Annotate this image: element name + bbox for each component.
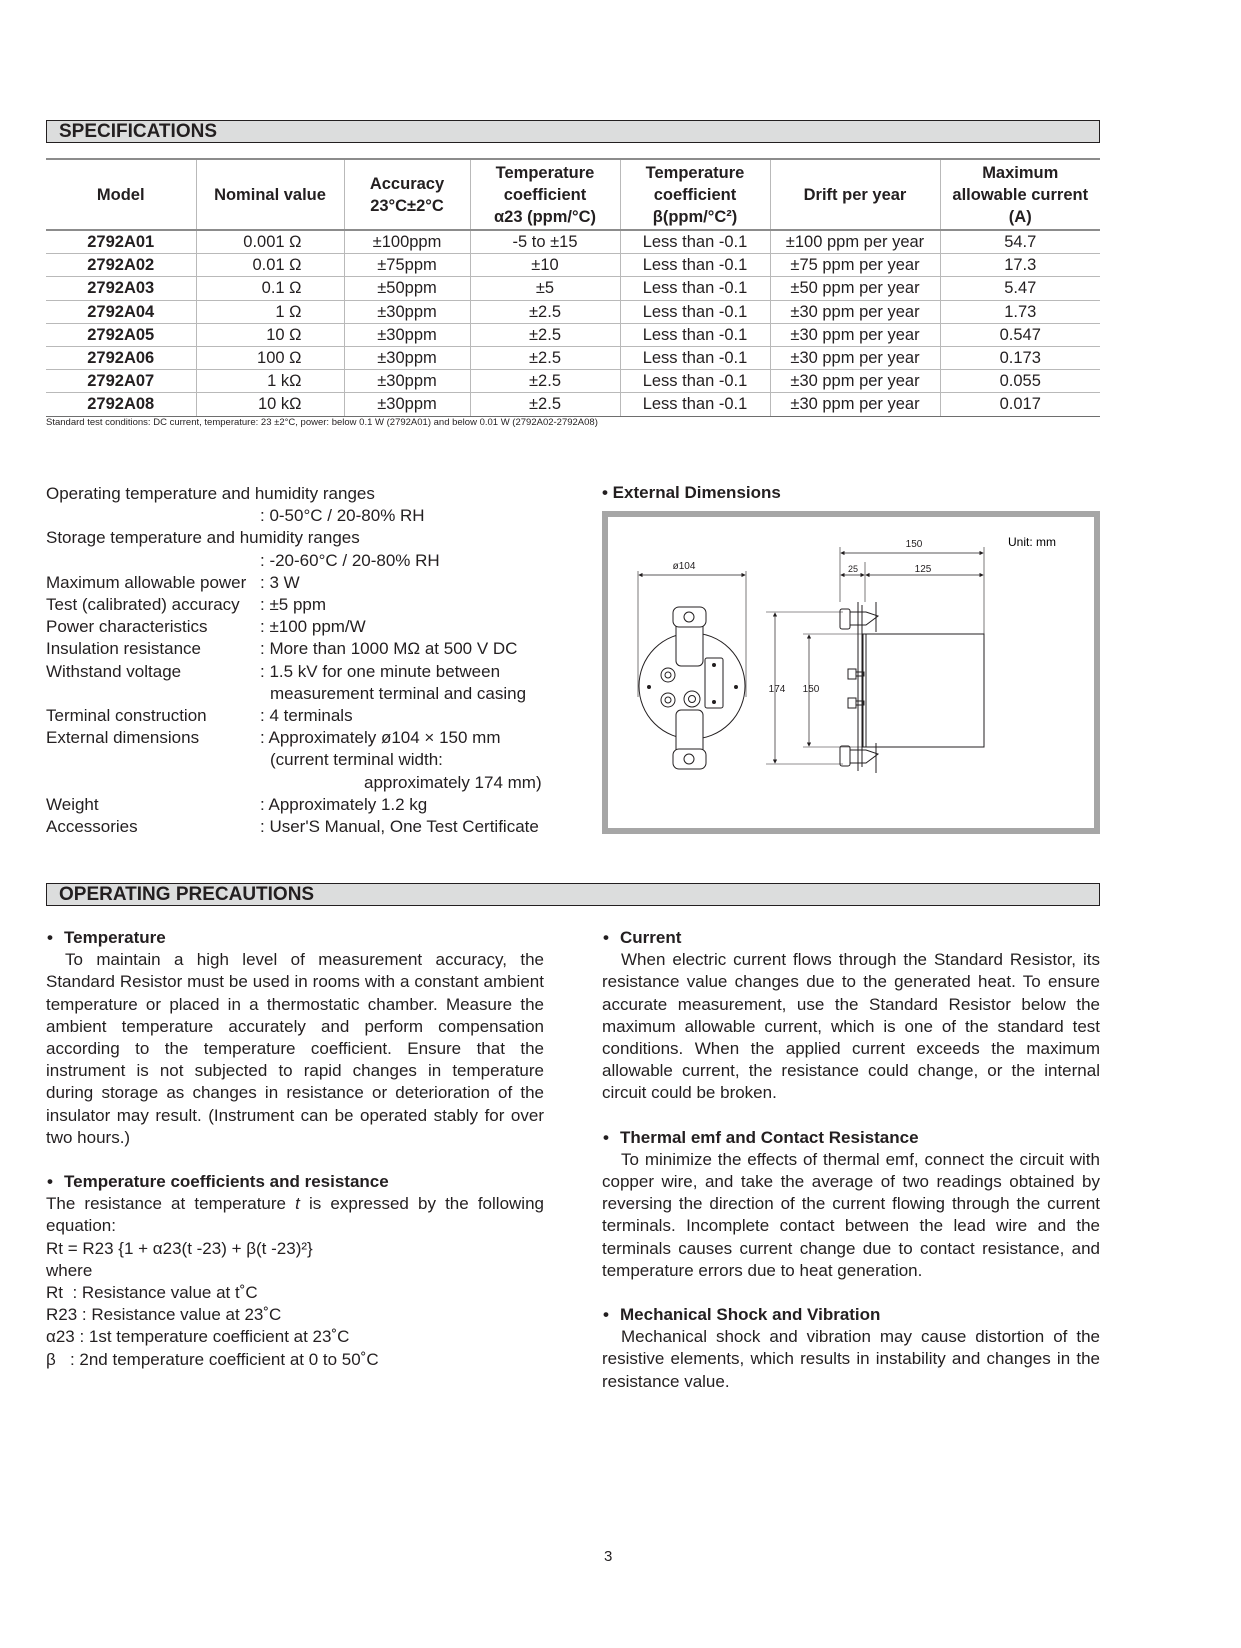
coefficients-intro-part1: The resistance at temperature — [46, 1194, 296, 1214]
cell-model: 2792A06 — [46, 346, 196, 369]
body-length-label: 125 — [914, 564, 932, 575]
col-tc-alpha-line2: coefficient — [503, 185, 587, 204]
spec-label: Maximum allowable power — [46, 572, 247, 592]
cell-accuracy: ±50ppm — [344, 277, 470, 300]
spec-label: Test (calibrated) accuracy — [46, 595, 240, 615]
spec-value-cont: (current terminal width: — [270, 750, 443, 770]
coefficients-title: Temperature coefficients and resistance — [64, 1172, 389, 1192]
thermal-heading — [602, 1127, 1100, 1149]
cell-drift: ±75 ppm per year — [770, 254, 940, 277]
spec-op-range-label: Operating temperature and humidity ranges — [46, 484, 375, 503]
thermal-title: Thermal emf and Contact Resistance — [620, 1127, 919, 1147]
cell-model: 2792A01 — [46, 230, 196, 254]
cell-accuracy: ±30ppm — [344, 346, 470, 369]
precautions-heading: OPERATING PRECAUTIONS — [46, 883, 1100, 906]
cell-drift: ±30 ppm per year — [770, 300, 940, 323]
spec-row — [46, 794, 542, 816]
spec-value-cont: measurement terminal and casing — [270, 683, 527, 703]
table-header-row — [46, 159, 1100, 230]
cell-nominal: 10 kΩ — [196, 393, 344, 416]
cell-alpha: -5 to ±15 — [470, 230, 620, 254]
cell-model: 2792A08 — [46, 393, 196, 416]
cell-model: 2792A07 — [46, 370, 196, 393]
cell-model: 2792A02 — [46, 254, 196, 277]
cell-current: 54.7 — [940, 230, 1100, 254]
spec-op-range-value: : 0-50°C / 20-80% RH — [260, 506, 425, 526]
bullet: • — [47, 1172, 53, 1192]
col-accuracy-line1: Accuracy — [369, 174, 445, 193]
cell-accuracy: ±30ppm — [344, 393, 470, 416]
spec-value: : Approximately 1.2 kg — [260, 794, 428, 814]
table-row — [46, 277, 1100, 300]
col-tc-beta — [620, 159, 770, 230]
cell-current: 1.73 — [940, 300, 1100, 323]
temperature-heading — [46, 927, 544, 949]
col-tc-beta-line2: coefficient — [653, 185, 737, 204]
col-accuracy-line2: 23°C±2°C — [370, 196, 444, 215]
spec-storage-label: Storage temperature and humidity ranges — [46, 528, 360, 548]
table-row — [46, 254, 1100, 277]
spec-row — [46, 705, 542, 727]
cell-nominal: 10 Ω — [196, 323, 344, 346]
cell-beta: Less than -0.1 — [620, 346, 770, 369]
col-max-current-line2: allowable current — [952, 185, 1089, 204]
thermal-body: To minimize the effects of thermal emf, connect the circuit with copper wire, and take the average of two readings obtained by reversing the direction of the current flowing through the current terminals. Incomplete contact between the lead wire and the terminals causes current change due to contact resistance, and temperature errors due to heat generation. — [602, 1149, 1100, 1280]
col-tc-beta-line3: β(ppm/°C²) — [652, 207, 738, 226]
table-row — [46, 346, 1100, 369]
bullet: • — [603, 1305, 609, 1325]
spec-row — [46, 572, 542, 594]
spec-storage-value: : -20-60°C / 20-80% RH — [260, 550, 440, 570]
total-height-label: 174 — [768, 684, 786, 695]
col-tc-alpha-line3: α23 (ppm/°C) — [494, 207, 596, 226]
dimension-diagram — [608, 517, 1094, 828]
mechanical-heading — [602, 1304, 1100, 1326]
col-tc-alpha — [470, 159, 620, 230]
cell-current: 17.3 — [940, 254, 1100, 277]
cell-current: 0.173 — [940, 346, 1100, 369]
cell-beta: Less than -0.1 — [620, 254, 770, 277]
col-max-current — [940, 159, 1100, 230]
cell-current: 0.055 — [940, 370, 1100, 393]
spec-table — [46, 158, 1100, 417]
cell-accuracy: ±75ppm — [344, 254, 470, 277]
cell-accuracy: ±100ppm — [344, 230, 470, 254]
front-view — [638, 571, 746, 769]
cell-drift: ±30 ppm per year — [770, 323, 940, 346]
cell-accuracy: ±30ppm — [344, 323, 470, 346]
spec-row — [46, 816, 542, 838]
cell-alpha: ±10 — [470, 254, 620, 277]
mechanical-body: Mechanical shock and vibration may cause distortion of the resistive elements, which results in instability and changes in the resistance value. — [602, 1327, 1100, 1391]
spec-label: Power characteristics — [46, 617, 208, 637]
cell-beta: Less than -0.1 — [620, 393, 770, 416]
bullet: • — [603, 928, 609, 947]
test-conditions-note: Standard test conditions: DC current, temperature: 23 ±2°C, power: below 0.1 W (2792A01) and below 0.01 W (2792A02-2792A08) — [46, 417, 598, 428]
col-nominal: Nominal value — [196, 159, 344, 230]
cell-accuracy: ±30ppm — [344, 370, 470, 393]
precautions-right-column — [602, 927, 1100, 1393]
col-drift: Drift per year — [770, 159, 940, 230]
spec-label: External dimensions — [46, 728, 200, 748]
cell-beta: Less than -0.1 — [620, 370, 770, 393]
table-row — [46, 323, 1100, 346]
mechanical-title: Mechanical Shock and Vibration — [620, 1305, 881, 1325]
col-model: Model — [96, 185, 145, 204]
cell-nominal: 0.01 Ω — [196, 254, 344, 277]
unit-label: Unit: mm — [1008, 535, 1056, 549]
definition-rt: Rt : Resistance value at t˚C — [46, 1283, 258, 1303]
spec-label: Accessories — [46, 817, 138, 837]
cell-beta: Less than -0.1 — [620, 230, 770, 254]
cell-nominal: 0.1 Ω — [196, 277, 344, 300]
definition-r23: R23 : Resistance value at 23˚C — [46, 1305, 282, 1325]
spec-value-cont: approximately 174 mm) — [364, 772, 542, 792]
cell-alpha: ±2.5 — [470, 300, 620, 323]
cell-nominal: 0.001 Ω — [196, 230, 344, 254]
overall-length-label: 150 — [905, 539, 923, 550]
front-length-label: 25 — [847, 564, 859, 574]
where-label: where — [46, 1260, 93, 1280]
diameter-label: ø104 — [672, 561, 696, 572]
definition-beta: β : 2nd temperature coefficient at 0 to 50˚C — [46, 1349, 379, 1369]
current-title: Current — [620, 928, 682, 947]
cell-drift: ±30 ppm per year — [770, 393, 940, 416]
coefficients-intro — [46, 1193, 544, 1237]
cell-current: 0.017 — [940, 393, 1100, 416]
cell-beta: Less than -0.1 — [620, 323, 770, 346]
cell-beta: Less than -0.1 — [620, 300, 770, 323]
cell-drift: ±30 ppm per year — [770, 370, 940, 393]
spec-row — [46, 661, 542, 683]
temperature-title: Temperature — [64, 928, 166, 947]
resistance-equation: Rt = R23 {1 + α23(t -23) + β(t -23)²} — [46, 1238, 313, 1258]
spec-label: Terminal construction — [46, 706, 207, 726]
bullet: • — [47, 928, 53, 947]
spec-value: : ±100 ppm/W — [260, 617, 366, 637]
cell-current: 5.47 — [940, 277, 1100, 300]
col-max-current-line1: Maximum — [982, 163, 1059, 182]
general-specs — [46, 483, 542, 838]
precautions-left-column — [46, 927, 544, 1371]
spec-value: : 3 W — [260, 572, 300, 592]
cell-beta: Less than -0.1 — [620, 277, 770, 300]
temperature-body: To maintain a high level of measurement accuracy, the Standard Resistor must be used in rooms with a constant ambient temperature or placed in a thermostatic chamber. Measure the ambient temperature accurately and perform compensation according to the temperature coefficient. Ensure that the instrument is not subjected to rapid changes in temperature during storage as changes in resistance or deterioration of the insulator may result. (Instrument can be operated stably for over two hours.) — [46, 950, 544, 1147]
col-tc-alpha-line1: Temperature — [495, 163, 595, 182]
spec-row — [46, 594, 542, 616]
cell-nominal: 1 Ω — [196, 300, 344, 323]
definition-alpha23: α23 : 1st temperature coefficient at 23˚C — [46, 1327, 350, 1347]
cell-alpha: ±2.5 — [470, 393, 620, 416]
cell-drift: ±50 ppm per year — [770, 277, 940, 300]
cell-nominal: 100 Ω — [196, 346, 344, 369]
bullet: • — [603, 1127, 609, 1147]
coefficients-intro-part2: is expressed by the following equation: — [46, 1194, 544, 1236]
cell-nominal: 1 kΩ — [196, 370, 344, 393]
spec-label: Insulation resistance — [46, 639, 201, 659]
cell-model: 2792A05 — [46, 323, 196, 346]
col-tc-beta-line1: Temperature — [645, 163, 745, 182]
spec-row — [46, 638, 542, 660]
specifications-heading: SPECIFICATIONS — [46, 120, 1100, 143]
cell-alpha: ±2.5 — [470, 323, 620, 346]
cell-drift: ±100 ppm per year — [770, 230, 940, 254]
cell-accuracy: ±30ppm — [344, 300, 470, 323]
spec-row — [46, 616, 542, 638]
cell-alpha: ±2.5 — [470, 346, 620, 369]
cell-model: 2792A03 — [46, 277, 196, 300]
external-dimensions-drawing — [602, 511, 1100, 834]
external-dimensions-heading: • External Dimensions — [602, 483, 781, 502]
cell-alpha: ±2.5 — [470, 370, 620, 393]
table-row — [46, 300, 1100, 323]
table-row — [46, 370, 1100, 393]
spec-value: : ±5 ppm — [260, 595, 327, 615]
table-row — [46, 393, 1100, 416]
spec-label: Withstand voltage — [46, 661, 182, 681]
page-number: 3 — [604, 1548, 613, 1565]
coefficients-intro-var: t — [295, 1194, 300, 1214]
spec-value: : 1.5 kV for one minute between — [260, 661, 501, 681]
cell-current: 0.547 — [940, 323, 1100, 346]
spec-value: : User'S Manual, One Test Certificate — [260, 817, 539, 837]
spec-value: : More than 1000 MΩ at 500 V DC — [260, 639, 518, 659]
col-max-current-line3: (A) — [1008, 207, 1032, 226]
spec-value: : 4 terminals — [260, 706, 353, 726]
spec-label: Weight — [46, 794, 99, 814]
body-height-label: 150 — [802, 684, 820, 695]
table-row — [46, 230, 1100, 254]
cell-model: 2792A04 — [46, 300, 196, 323]
spec-value: : Approximately ø104 × 150 mm — [260, 728, 501, 748]
spec-row — [46, 727, 542, 749]
col-accuracy — [344, 159, 470, 230]
current-heading — [602, 927, 1100, 949]
current-body: When electric current flows through the Standard Resistor, its resistance value changes due to the generated heat. To ensure accurate measurement, use the Standard Resistor below the maximum allowable current, which is one of the standard test conditions. When the applied current exceeds the maximum allowable current, the resistance could change, or the internal circuit could be broken. — [602, 950, 1100, 1103]
cell-drift: ±30 ppm per year — [770, 346, 940, 369]
cell-alpha: ±5 — [470, 277, 620, 300]
coefficients-heading — [46, 1171, 544, 1193]
side-view — [766, 547, 984, 773]
